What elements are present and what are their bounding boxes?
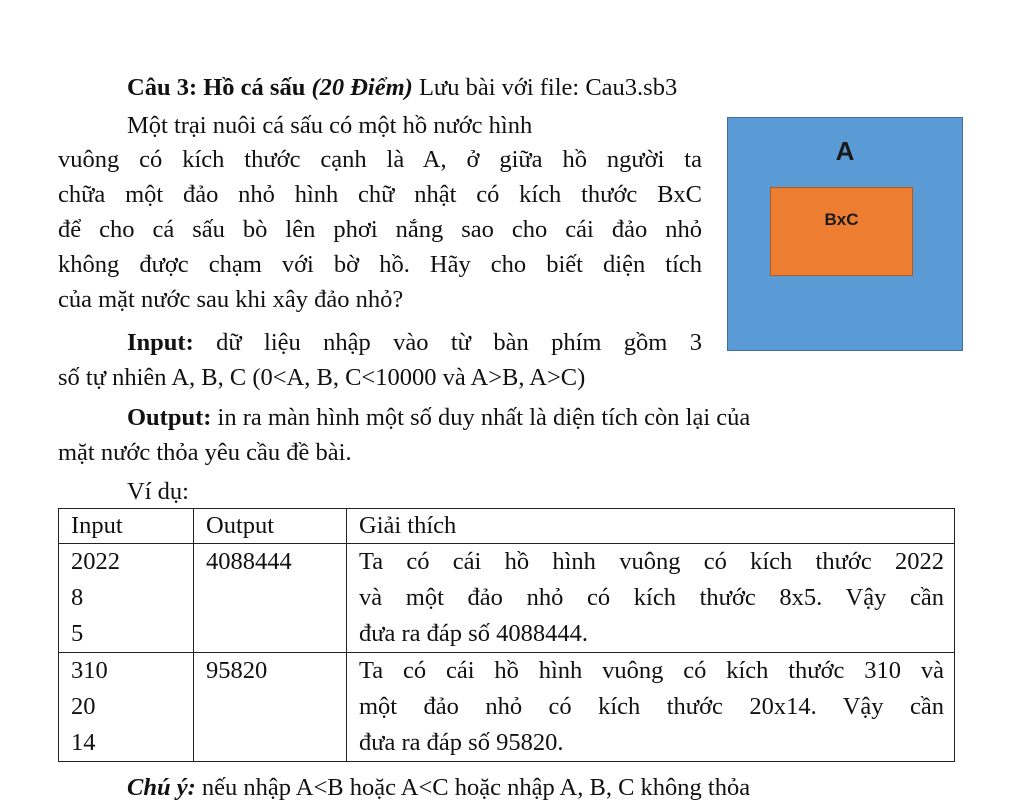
problem-line: chữa một đảo nhỏ hình chữ nhật có kích thước BxC (58, 181, 702, 208)
table-header: Input (59, 509, 194, 544)
input-value: 310 (71, 657, 108, 684)
island-rectangle (770, 187, 913, 276)
input-value: 20 (71, 693, 96, 720)
input-value: 8 (71, 584, 84, 611)
table-row (59, 544, 955, 653)
pond-diagram (727, 117, 963, 351)
input-cell (59, 653, 194, 762)
example-table (58, 508, 955, 762)
problem-line: để cho cá sấu bò lên phơi nắng sao cho cái đảo nhỏ (58, 216, 702, 243)
note (127, 773, 750, 803)
input-value: 2022 (71, 548, 120, 575)
output-description (127, 403, 750, 433)
problem-line: vuông có kích thước cạnh là A, ở giữa hồ người ta (58, 146, 702, 173)
input-constraints: số tự nhiên A, B, C (0<A, B, C<10000 và A>B, A>C) (58, 364, 586, 391)
table-row (59, 653, 955, 762)
input-label: Input: (127, 329, 194, 356)
explanation-line: Ta có cái hồ hình vuông có kích thước 310 và (359, 657, 944, 684)
problem-line: của mặt nước sau khi xây đảo nhỏ? (58, 286, 404, 313)
example-label: Ví dụ: (127, 478, 189, 505)
table-header-row (59, 509, 955, 544)
problem-line: Một trại nuôi cá sấu có một hồ nước hình (127, 112, 533, 139)
explanation-cell (347, 544, 955, 653)
input-description (127, 328, 702, 358)
question-points: (20 Điểm) (311, 74, 413, 101)
explanation-line: Ta có cái hồ hình vuông có kích thước 2022 (359, 548, 944, 575)
table-header: Giải thích (347, 509, 955, 544)
output-cell: 4088444 (194, 544, 347, 653)
question-name: Hồ cá sấu (203, 74, 306, 101)
input-cell (59, 544, 194, 653)
explanation-cell (347, 653, 955, 762)
output-label: Output: (127, 404, 212, 431)
explanation-line: một đảo nhỏ có kích thước 20x14. Vậy cần (359, 693, 944, 720)
table-header: Output (194, 509, 347, 544)
output-cell: 95820 (194, 653, 347, 762)
input-value: 14 (71, 729, 96, 756)
input-text: dữ liệu nhập vào từ bàn phím gồm 3 (216, 329, 702, 356)
save-note: Lưu bài với file: Cau3.sb3 (418, 74, 678, 101)
island-label: BxC (824, 210, 859, 229)
problem-line: không được chạm với bờ hồ. Hãy cho biết diện tích (58, 251, 702, 278)
note-label: Chú ý: (127, 774, 196, 801)
input-value: 5 (71, 620, 84, 647)
output-text: in ra màn hình một số duy nhất là diện tích còn lại của (217, 404, 751, 431)
pond-label: A (835, 136, 855, 166)
note-text: nếu nhập A<B hoặc A<C hoặc nhập A, B, C không thỏa (201, 774, 751, 801)
explanation-line: và một đảo nhỏ có kích thước 8x5. Vậy cần (359, 584, 944, 611)
question-heading (127, 73, 677, 103)
question-label: Câu 3: (127, 74, 198, 101)
output-continuation: mặt nước thỏa yêu cầu đề bài. (58, 439, 352, 466)
explanation-line: đưa ra đáp số 4088444. (359, 620, 588, 647)
explanation-line: đưa ra đáp số 95820. (359, 729, 564, 756)
